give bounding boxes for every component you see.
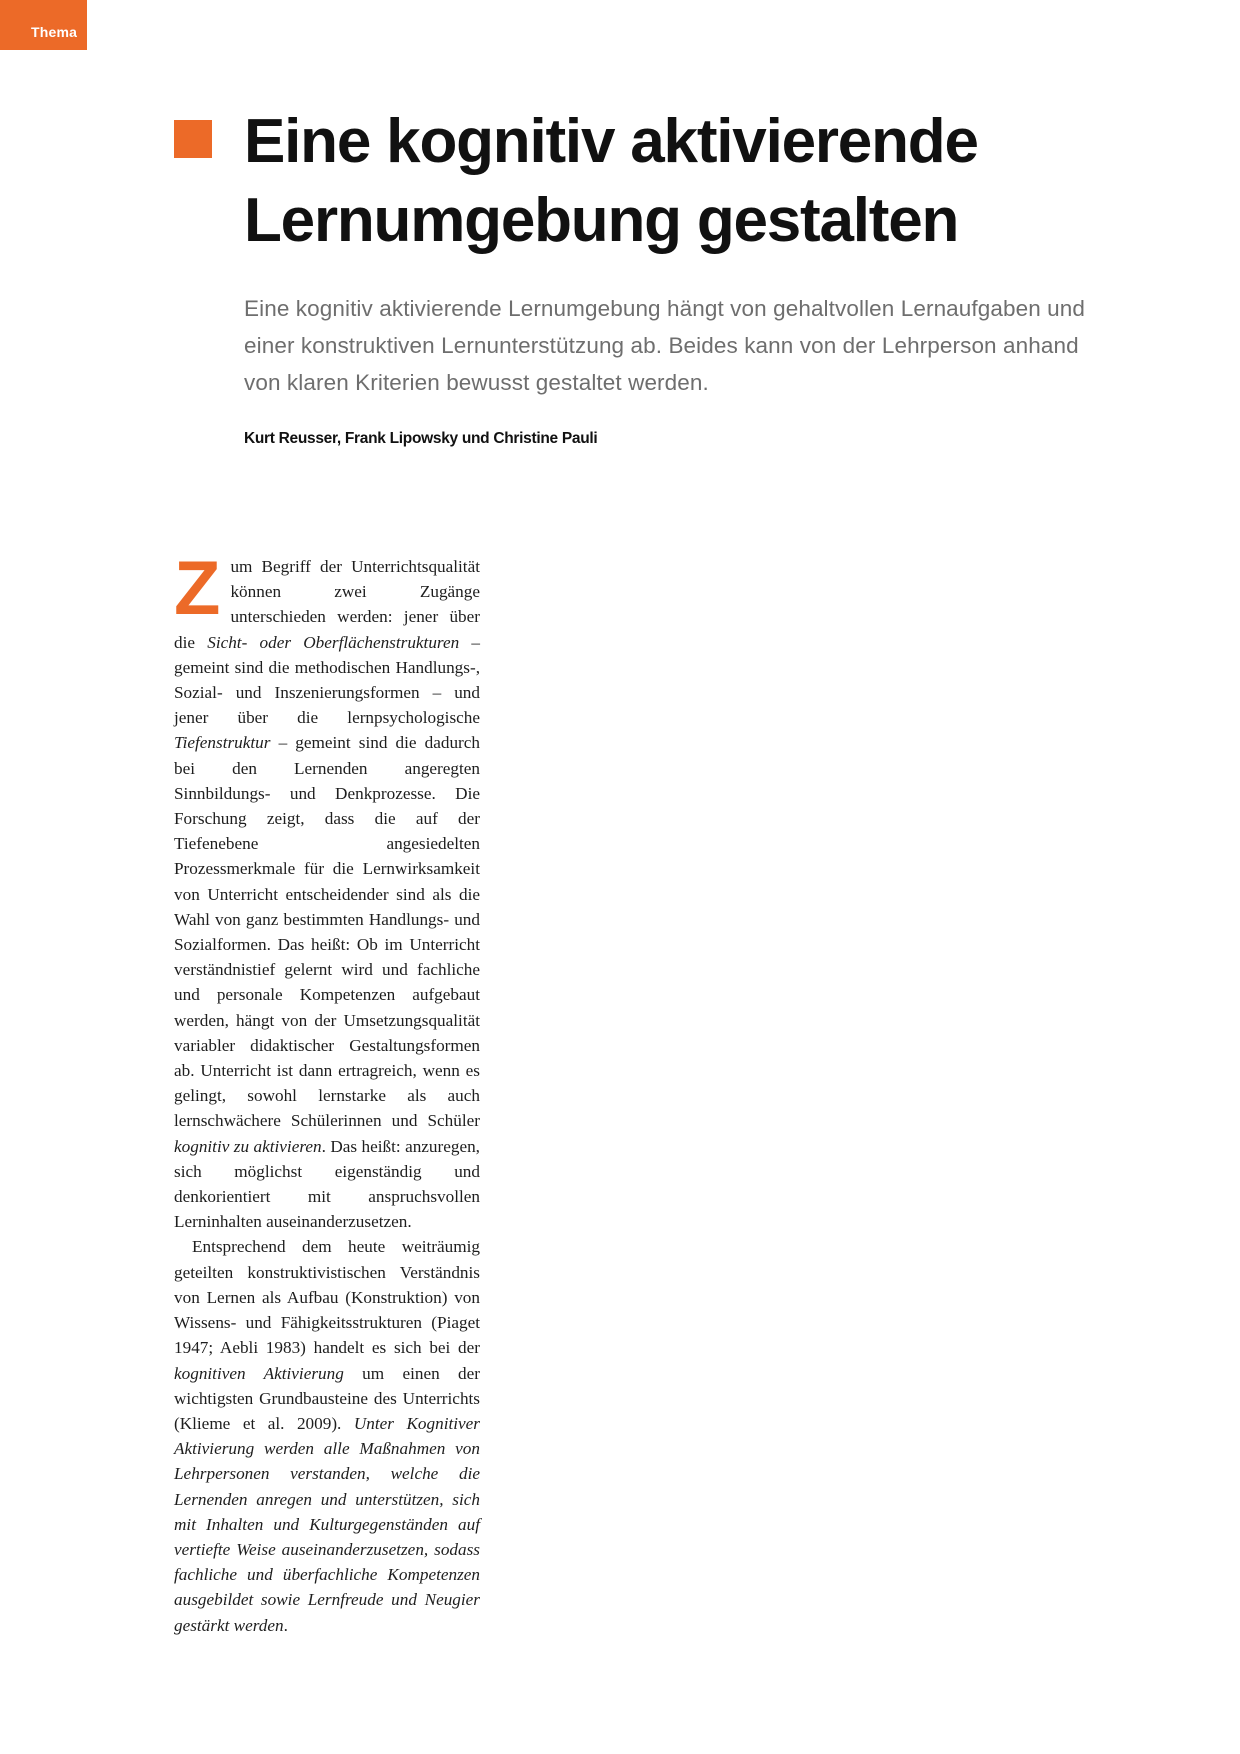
column-1	[174, 546, 480, 1638]
title-line-2: Lernumgebung gestalten	[244, 186, 959, 255]
authors: Kurt Reusser, Frank Lipowsky und Christine Pauli	[244, 430, 598, 447]
section-tag-label: Thema	[31, 24, 78, 40]
title-square-icon	[174, 120, 212, 158]
section-tag	[0, 0, 87, 50]
title-line-1: Eine kognitiv aktivierende	[244, 107, 978, 176]
body-paragraph: Entsprechend dem heute weiträumig geteilten konstruktivistischen Verständnis von Lernen als Aufbau (Konstruktion) von Wissens- und Fähigkeitsstrukturen (Piaget 1947; Aebli 1983) handelt es sich bei der kognitiven Aktivierung um einen der wichtigsten Grundbausteine des Unterrichts (Klieme et al. 2009). Unter Kognitiver Aktivierung werden alle Maßnahmen von Lehrpersonen verstanden, welche die Lernenden anregen und unterstützen, sich mit Inhalten und Kulturgegenständen auf vertiefte Weise auseinanderzusetzen, sodass fachliche und überfachliche Kompetenzen ausgebildet sowie Lernfreude und Neugier gestärkt werden.	[174, 1237, 480, 1635]
body-paragraph: Zum Begriff der Unterrichtsqualität können zwei Zugänge unterschieden werden: jener über die Sicht- oder Oberflächenstrukturen – gemeint sind die methodischen Handlungs-, Sozial- und Inszenierungsformen – und jener über die lernpsychologische Tiefenstruktur – gemeint sind die dadurch bei den Lernenden angeregten Sinnbildungs- und Denkprozesse. Die Forschung zeigt, dass die auf der Tiefenebene angesiedelten Prozessmerkmale für die Lernwirksamkeit von Unterricht entscheidender sind als die Wahl von ganz bestimmten Handlungs- und Sozialformen. Das heißt: Ob im Unterricht verständnistief gelernt wird und fachliche und personale Kompetenzen aufgebaut werden, hängt von der Umsetzungsqualität variabler didaktischer Gestaltungsformen ab. Unterricht ist dann ertragreich, wenn es gelingt, sowohl lernstarke als auch lernschwächere Schülerinnen und Schüler kognitiv zu aktivieren. Das heißt: anzuregen, sich möglichst eigenständig und denkorientiert mit anspruchsvollen Lerninhalten auseinanderzusetzen.	[174, 546, 480, 1232]
lead-paragraph: Eine kognitiv aktivierende Lernumgebung hängt von gehaltvollen Lernaufgaben und einer konstruktiven Lernunterstützung ab. Beides kann von der Lehrperson anhand von klaren Kriterien bewusst gestaltet werden.	[244, 296, 1086, 395]
article-title	[244, 102, 1194, 260]
dropcap: Z	[174, 546, 221, 631]
